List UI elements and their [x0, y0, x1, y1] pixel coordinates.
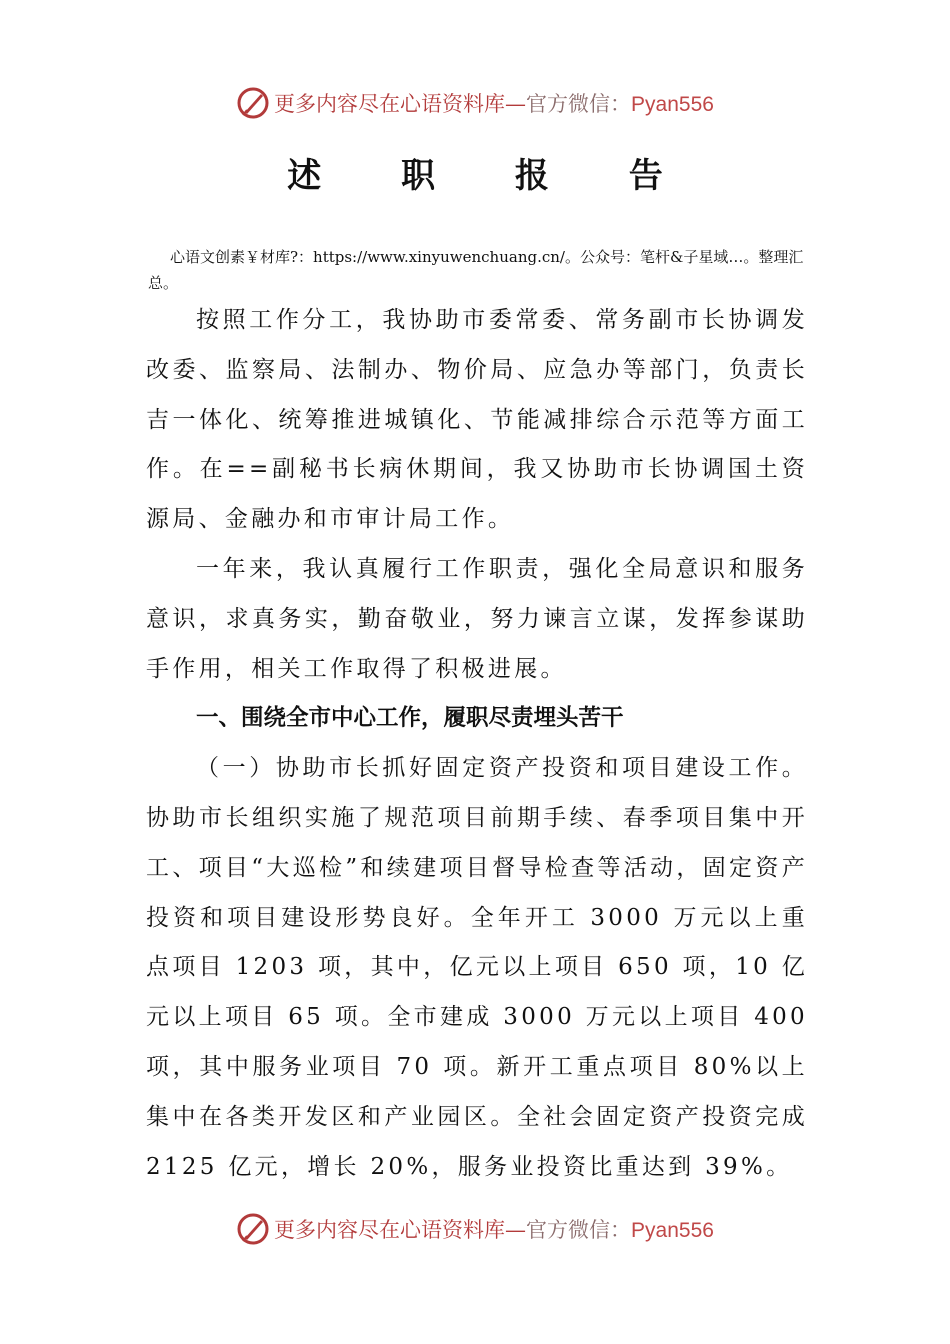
watermark-brand: 更多内容尽在心语资料库: [274, 92, 506, 116]
section-paragraph: （一）协助市长抓好固定资产投资和项目建设工作。协助市长组织实施了规范项目前期手续、春季项目集中开工、项目“大巡检”和续建项目督导检查等活动，固定资产投资和项目建设形势良好。全年开工 3000 万元以上重点项目 1203 项，其中，亿元以上项目 650 项，10 亿元以上项目 65 项。全市建成 3000 万元以上项目 400 项，其中服务业项目 70 项。新开工重点项目 80%以上集中在各类开发区和产业园区。全社会固定资产投资完成 2125 亿元，增长 20%，服务业投资比重达到 39%。: [146, 755, 808, 1180]
body-paragraph: 按照工作分工，我协助市委常委、常务副市长协调发改委、监察局、法制办、物价局、应急办等部门，负责长吉一体化、统筹推进城镇化、节能减排综合示范等方面工作。在==副秘书长病休期间，我又协助市长协调国土资源局、金融办和市审计局工作。: [146, 307, 808, 533]
watermark-dash: —: [505, 92, 527, 116]
source-note: 心语文创素￥材库?：https://www.xinyuwenchuang.cn/。公众号：笔杆&子星域…。整理汇总。: [148, 248, 804, 292]
watermark-banner-top: [0, 80, 950, 126]
quill-logo-icon: [236, 86, 270, 120]
watermark-official-label: 官方微信：: [526, 1218, 632, 1242]
watermark-wechat-id: Pyan556: [631, 1219, 714, 1242]
watermark-brand: 更多内容尽在心语资料库: [274, 1218, 506, 1242]
quill-logo-icon: [236, 1212, 270, 1246]
watermark-wechat-id: Pyan556: [631, 93, 714, 116]
watermark-dash: —: [505, 1218, 527, 1242]
watermark-official-label: 官方微信：: [526, 92, 632, 116]
section-heading: 一、围绕全市中心工作，履职尽责埋头苦干: [196, 705, 624, 732]
document-title: 述 职 报 告: [287, 156, 697, 196]
watermark-banner-bottom: [0, 1206, 950, 1252]
body-paragraph: 一年来，我认真履行工作职责，强化全局意识和服务意识，求真务实，勤奋敬业，努力谏言立谋，发挥参谋助手作用，相关工作取得了积极进展。: [146, 555, 808, 682]
document-body: [146, 296, 808, 1192]
